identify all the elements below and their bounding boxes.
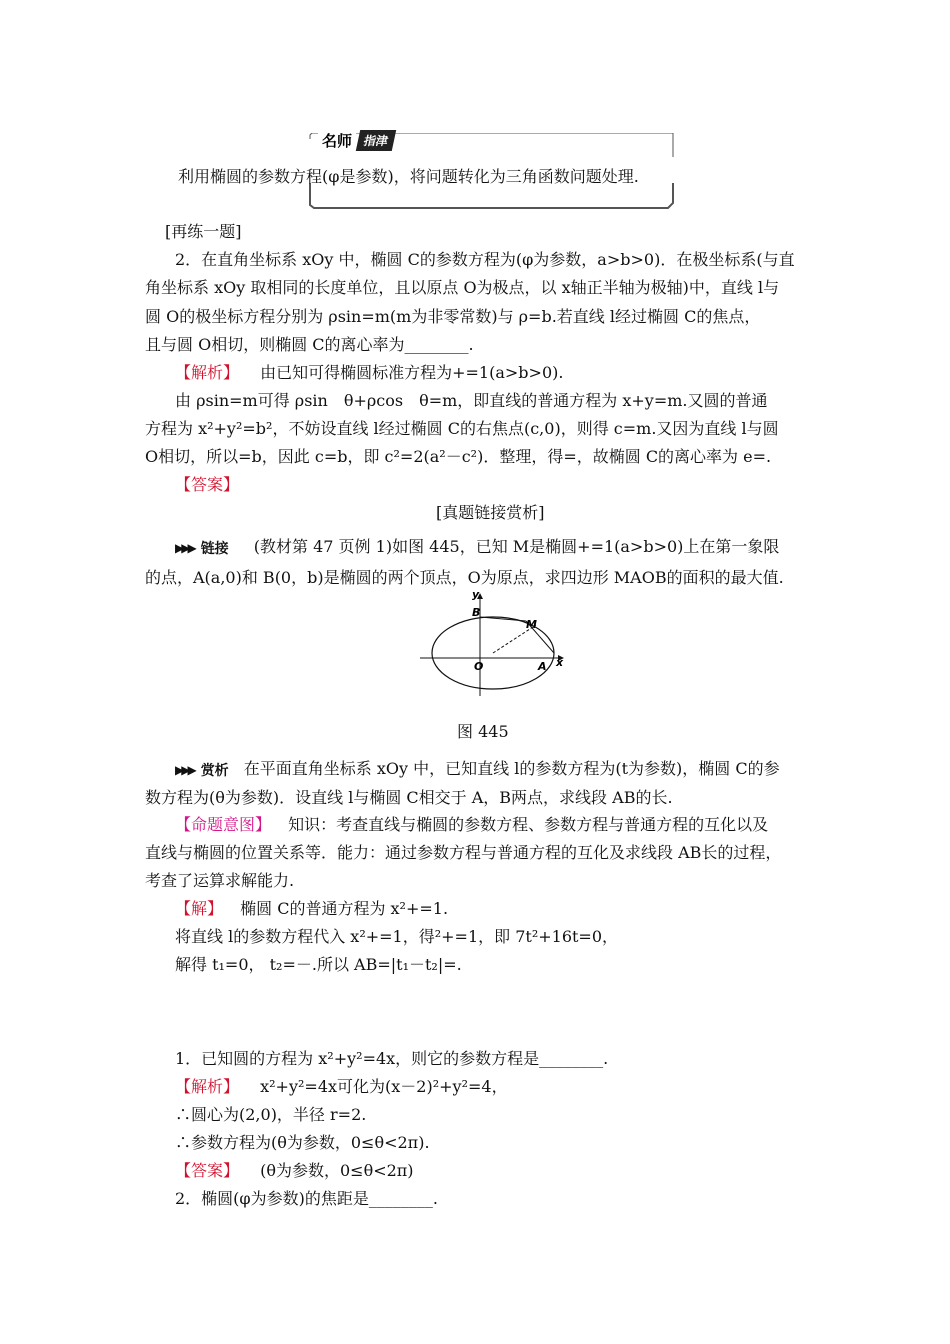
solution-line-1 [175, 896, 448, 919]
link-line-2: 的点，A(a,0)和 B(0，b)是椭圆的两个顶点，O为原点，求四边形 MAOB的面积的最大值. [145, 568, 784, 587]
a1-first: x²+y²=4x可化为(x－2)²+y²=4， [260, 1077, 508, 1096]
chevron-icon: ▶▶▶ [175, 763, 194, 777]
practice-line-1: 2．在直角坐标系 xOy 中，椭圆 C的参数方程为(φ为参数，a>b>0)．在极坐标系(与直 [175, 250, 795, 269]
analysis-line-3: O相切，所以=b，因此 c=b，即 c²=2(a²－c²)．整理，得=，故椭圆 C的离心率为 e=. [145, 447, 772, 466]
exercise-a1-line-2: ∴圆心为(2,0)，半径 r=2. [175, 1105, 367, 1124]
solution-tag: 【解】 [175, 899, 224, 918]
exercise-q2: 2．椭圆(φ为参数)的焦距是________. [175, 1189, 438, 1208]
intent-line-1 [175, 812, 768, 835]
practice-analysis [175, 360, 563, 383]
analysis-line-2: 方程为 x²+y²=b²，不妨设直线 l经过椭圆 C的右焦点(c,0)，则得 c=m.又因为直线 l与圆 [145, 419, 779, 438]
analysis-line-1: 由 ρsin=m可得 ρsin θ+ρcos θ=m，即直线的普通方程为 x+y=m.又圆的普通 [175, 391, 768, 410]
link-text-1: (教材第 47 页例 1)如图 445，已知 M是椭圆+=1(a>b>0)上在第一象限 [253, 537, 780, 556]
analysis-tag: 【解析】 [175, 363, 240, 382]
chevron-icon: ▶▶▶ [175, 541, 194, 555]
label-a: A [538, 660, 547, 673]
solution-line-2: 将直线 l的参数方程代入 x²+=1，得²+=1，即 7t²+16t=0， [175, 927, 619, 946]
label-o: O [474, 660, 484, 673]
link-tag: ▶▶▶ 链接 [175, 541, 229, 557]
appreciate-text-1: 在平面直角坐标系 xOy 中，已知直线 l的参数方程为(t为参数)，椭圆 C的参 [243, 759, 780, 778]
practice-line-3: 圆 O的极坐标方程分别为 ρsin=m(m为非零常数)与 ρ=b.若直线 l经过椭圆 C的焦点， [145, 307, 761, 326]
appreciate-line-1 [175, 756, 780, 780]
solution-line-3: 解得 t₁=0， t₂=－.所以 AB=|t₁－t₂|=. [175, 955, 462, 974]
practice-header: [再练一题] [165, 222, 242, 241]
exercise-a1-line-3: ∴参数方程为(θ为参数，0≤θ<2π). [175, 1133, 430, 1152]
label-y: y [472, 588, 480, 601]
ellipse-figure [420, 588, 570, 698]
real-header: [真题链接赏析] [436, 503, 545, 522]
tip-text: 利用椭圆的参数方程(φ是参数)，将问题转化为三角函数问题处理. [178, 167, 639, 186]
solution-first: 椭圆 C的普通方程为 x²+=1. [240, 899, 449, 918]
label-x: x [556, 656, 564, 669]
exercise-a1-line-1 [175, 1074, 508, 1097]
practice-answer-tag: 【答案】 [175, 475, 240, 494]
intent-line-2: 直线与椭圆的位置关系等．能力：通过参数方程与普通方程的互化及求线段 AB长的过程， [145, 843, 782, 862]
tip-label-a: 名师 [318, 130, 356, 151]
figure-caption: 图 445 [457, 722, 509, 741]
intent-text-1: 知识：考查直线与椭圆的参数方程、参数方程与普通方程的互化以及 [288, 815, 769, 834]
link-line-1 [175, 534, 779, 558]
practice-line-4: 且与圆 O相切，则椭圆 C的离心率为________. [145, 335, 474, 354]
tip-label-b: 指津 [356, 130, 396, 151]
label-m: M [526, 618, 537, 631]
intent-tag: 【命题意图】 [175, 815, 272, 834]
practice-line-2: 角坐标系 xOy 取相同的长度单位，且以原点 O为极点，以 x轴正半轴为极轴)中，直线 l与 [145, 278, 780, 297]
exercise-ans1 [175, 1158, 414, 1181]
intent-line-3: 考查了运算求解能力. [145, 871, 295, 890]
ans1-tag: 【答案】 [175, 1161, 240, 1180]
ans1-text: (θ为参数，0≤θ<2π) [260, 1161, 414, 1180]
exercise-q1: 1．已知圆的方程为 x²+y²=4x，则它的参数方程是________. [175, 1049, 609, 1068]
tip-label [318, 128, 394, 152]
analysis-first: 由已知可得椭圆标准方程为+=1(a>b>0). [260, 363, 564, 382]
appreciate-tag: ▶▶▶ 赏析 [175, 763, 229, 779]
appreciate-line-2: 数方程为(θ为参数)．设直线 l与椭圆 C相交于 A，B两点，求线段 AB的长. [145, 788, 673, 807]
a1-tag: 【解析】 [175, 1077, 240, 1096]
label-b: B [472, 606, 481, 619]
